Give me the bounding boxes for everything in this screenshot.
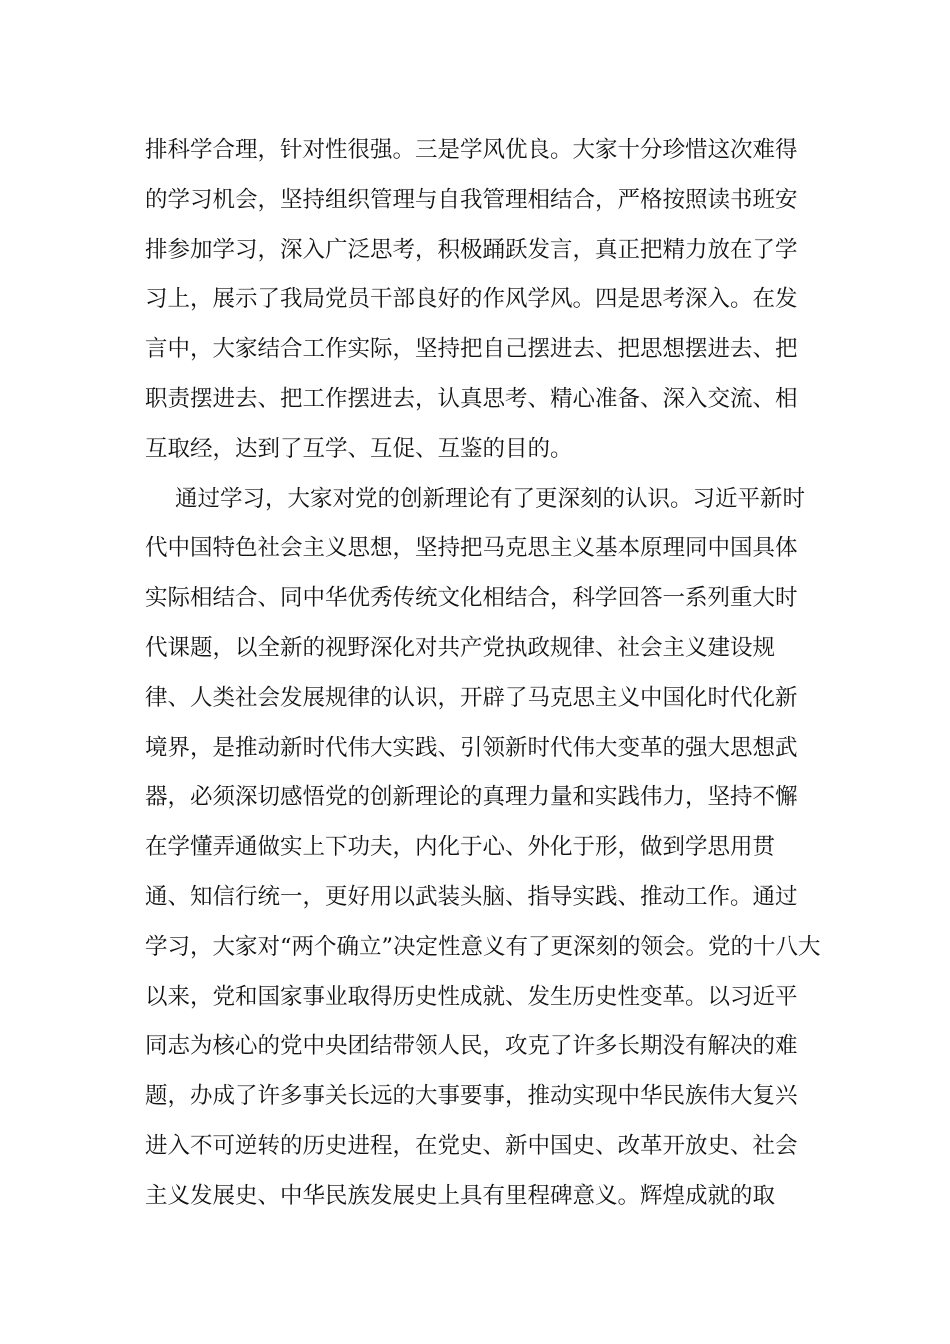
- text-line: 同志为核心的党中央团结带领人民，攻克了许多长期没有解决的难: [145, 1033, 798, 1060]
- text-line: 主义发展史、中华民族发展史上具有里程碑意义。辉煌成就的取: [145, 1182, 776, 1209]
- text-line: 的学习机会，坚持组织管理与自我管理相结合，严格按照读书班安: [145, 186, 798, 213]
- text-line: 排参加学习，深入广泛思考，积极踊跃发言，真正把精力放在了学: [145, 236, 798, 263]
- text-line: 互取经，达到了互学、互促、互鉴的目的。: [145, 435, 573, 462]
- text-line: 题，办成了许多事关长远的大事要事，推动实现中华民族伟大复兴: [145, 1083, 798, 1110]
- body-text: [145, 126, 821, 1222]
- text-line: 职责摆进去、把工作摆进去，认真思考、精心准备、深入交流、相: [145, 385, 798, 412]
- text-line: 代中国特色社会主义思想，坚持把马克思主义基本原理同中国具体: [145, 535, 798, 562]
- text-line: 在学懂弄通做实上下功夫，内化于心、外化于形，做到学思用贯: [145, 834, 776, 861]
- text-line: 习上，展示了我局党员干部良好的作风学风。四是思考深入。在发: [145, 286, 798, 313]
- text-line: 以来，党和国家事业取得历史性成就、发生历史性变革。以习近平: [145, 983, 798, 1010]
- text-line: 境界，是推动新时代伟大实践、引领新时代伟大变革的强大思想武: [145, 734, 798, 761]
- text-line: 学习，大家对“两个确立”决定性意义有了更深刻的领会。党的十八大: [145, 933, 821, 960]
- text-line: 进入不可逆转的历史进程，在党史、新中国史、改革开放史、社会: [145, 1132, 798, 1159]
- text-line: 实际相结合、同中华优秀传统文化相结合，科学回答一系列重大时: [145, 585, 798, 612]
- text-line: 排科学合理，针对性很强。三是学风优良。大家十分珍惜这次难得: [145, 137, 798, 163]
- text-line: 律、人类社会发展规律的认识，开辟了马克思主义中国化时代化新: [145, 684, 798, 711]
- text-line: 代课题，以全新的视野深化对共产党执政规律、社会主义建设规: [145, 634, 776, 661]
- text-line: 言中，大家结合工作实际，坚持把自己摆进去、把思想摆进去、把: [145, 336, 798, 363]
- paragraph-start-line: 通过学习，大家对党的创新理论有了更深刻的认识。习近平新时: [175, 485, 806, 512]
- text-line: 器，必须深切感悟党的创新理论的真理力量和实践伟力，坚持不懈: [145, 784, 798, 811]
- text-line: 通、知信行统一，更好用以武装头脑、指导实践、推动工作。通过: [145, 883, 798, 910]
